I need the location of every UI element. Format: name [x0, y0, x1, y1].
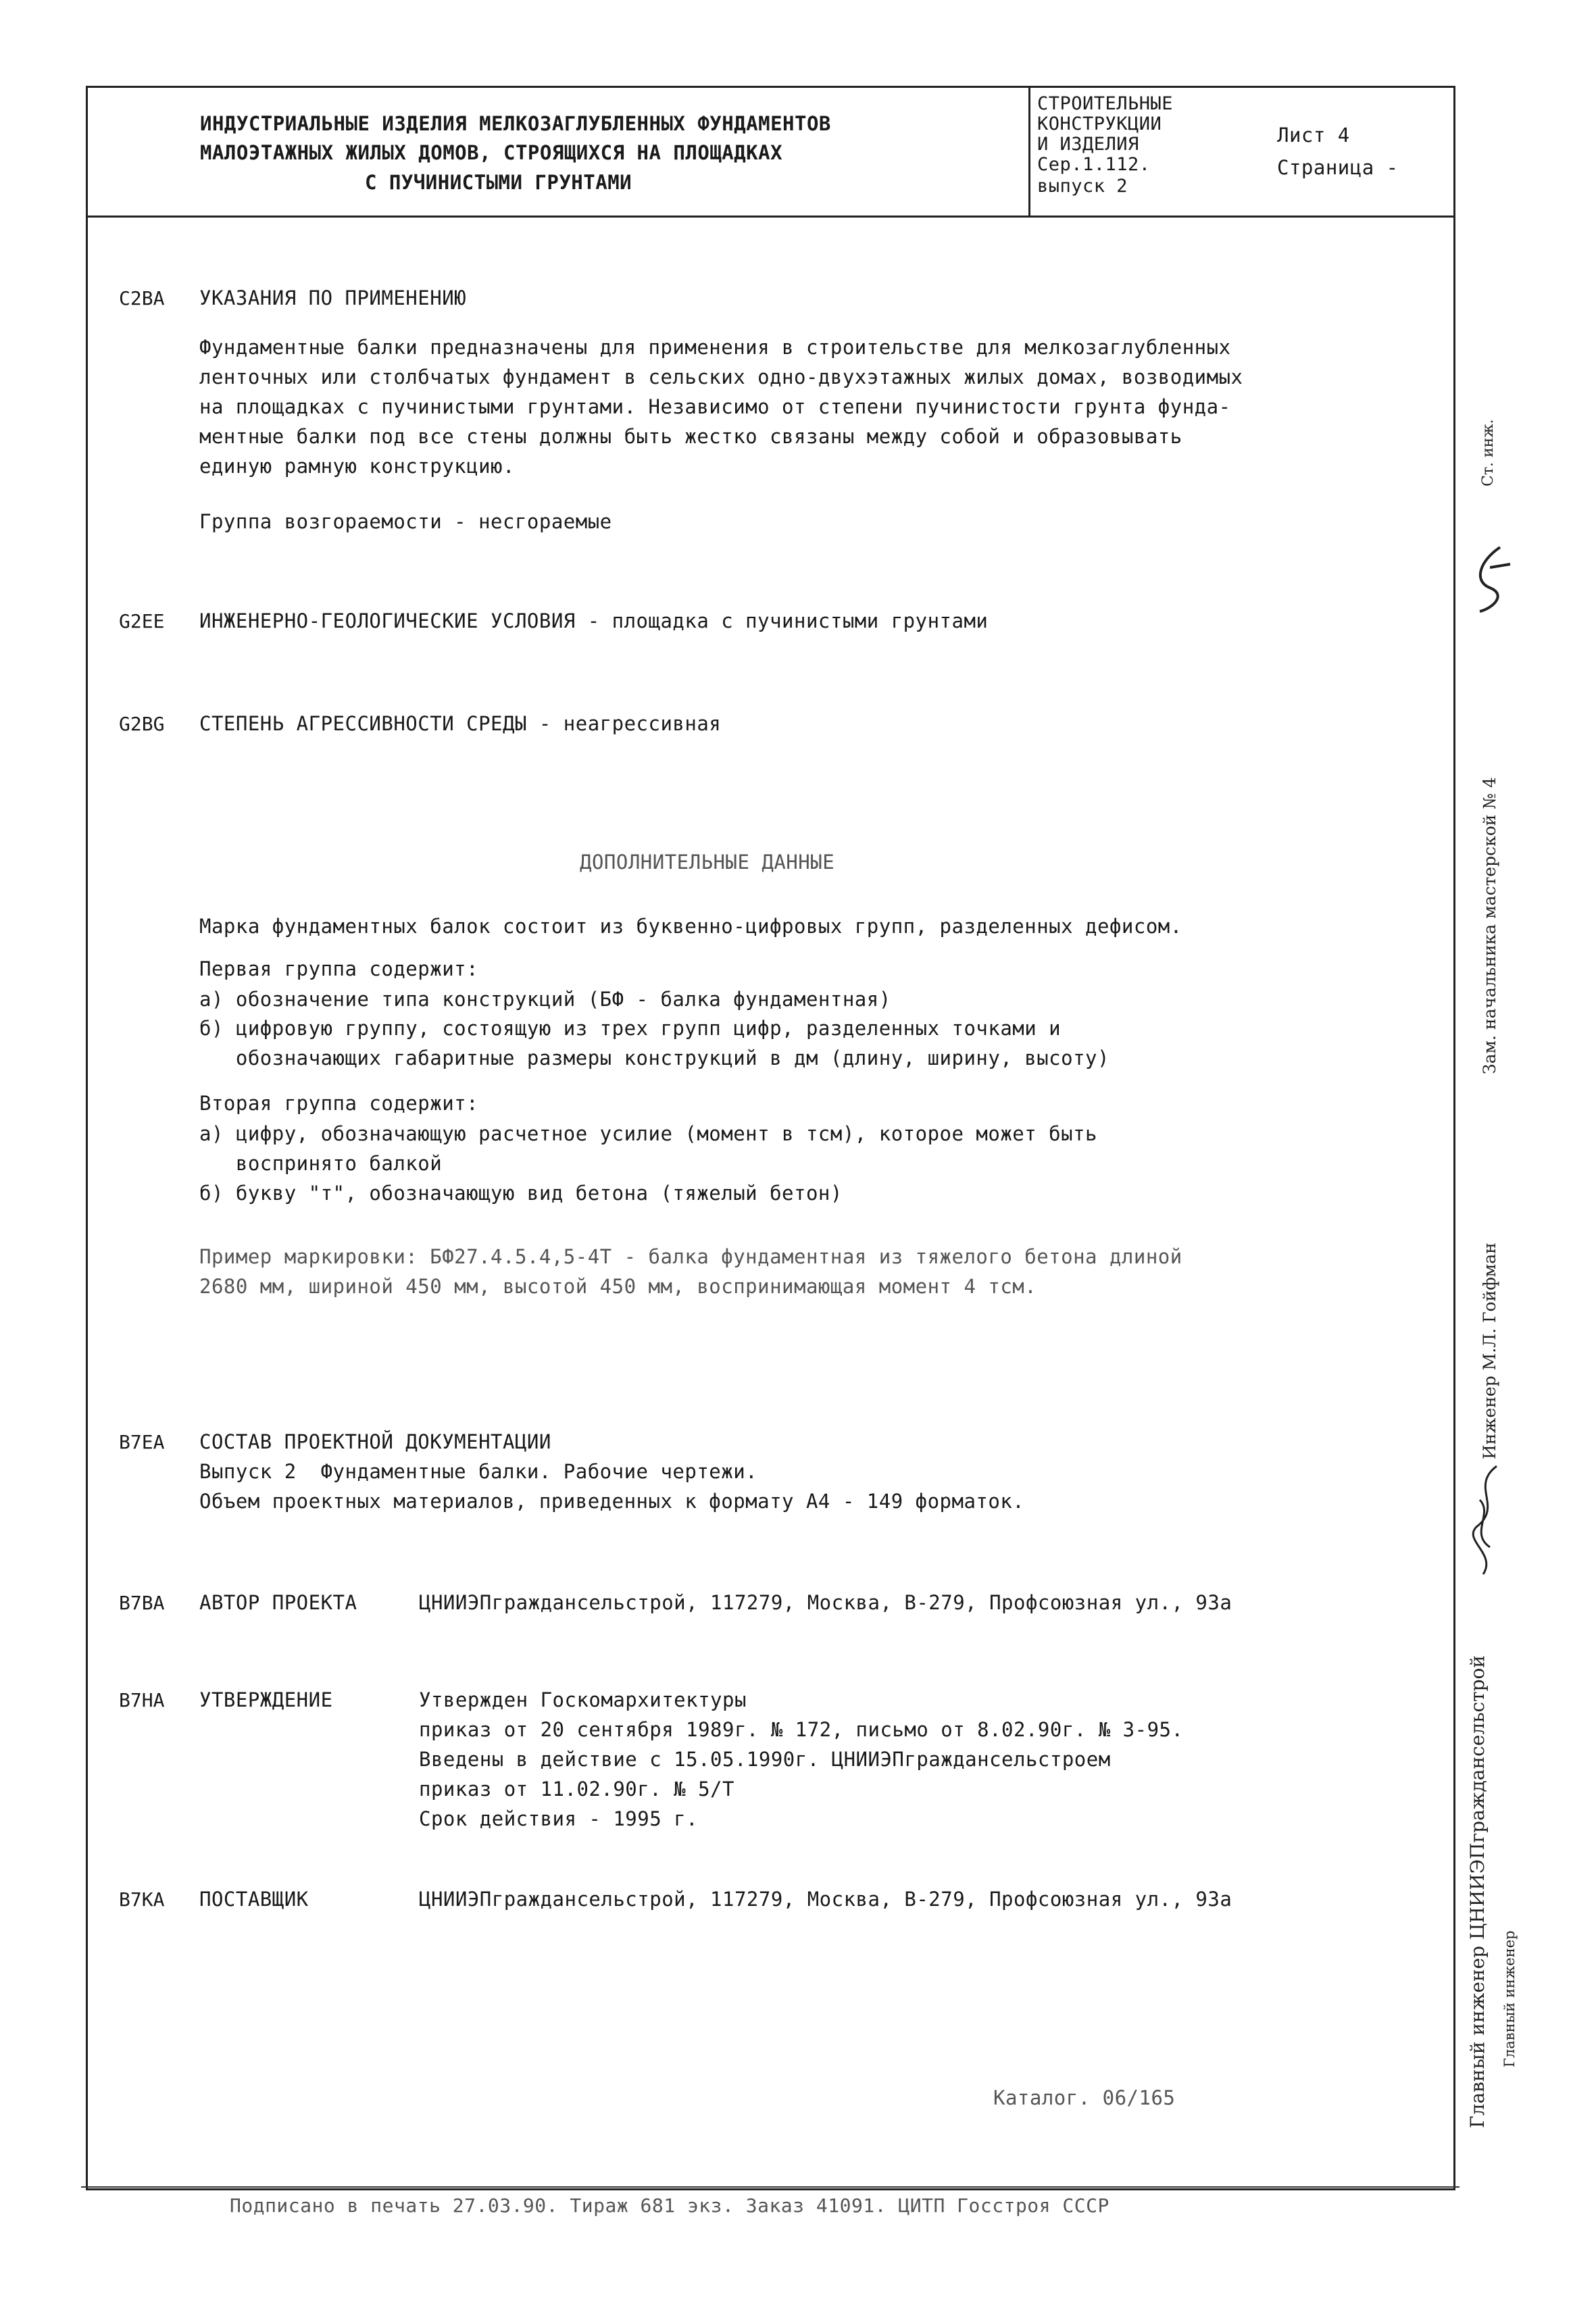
margin-stamp: Ст. инж.: [1480, 419, 1497, 486]
approval-line: приказ от 20 сентября 1989г. № 172, письмо от 8.02.90г. № 3-95.: [419, 1718, 1184, 1741]
paragraph-line: Выпуск 2 Фундаментные балки. Рабочие чертежи.: [199, 1460, 758, 1483]
margin-stamp: Зам. начальника мастерской № 4: [1480, 777, 1499, 1074]
paragraph-line: а) обозначение типа конструкций (БФ - балка фундаментная): [199, 988, 891, 1011]
header-title-line-2: МАЛОЭТАЖНЫХ ЖИЛЫХ ДОМОВ, СТРОЯЩИХСЯ НА ПЛОЩАДКАХ: [200, 141, 783, 164]
section-text: СТЕПЕНЬ АГРЕССИВНОСТИ СРЕДЫ - неагрессивная: [199, 712, 722, 735]
example-line: Пример маркировки: БФ27.4.5.4,5-4Т - балка фундаментная из тяжелого бетона длиной: [199, 1245, 1182, 1268]
paragraph-line: ментные балки под все стены должны быть жестко связаны между собой и образовывать: [199, 425, 1182, 448]
paragraph-line: Объем проектных материалов, приведенных к формату А4 - 149 форматок.: [199, 1490, 1025, 1513]
section-title: ДОПОЛНИТЕЛЬНЫЕ ДАННЫЕ: [580, 851, 835, 874]
paragraph-line: на площадках с пучинистыми грунтами. Независимо от степени пучинистости грунта фунда-: [199, 395, 1231, 418]
section-title: УКАЗАНИЯ ПО ПРИМЕНЕНИЮ: [199, 286, 467, 309]
section-text: ЦНИИЭПграждансельстрой, 117279, Москва, В-279, Профсоюзная ул., 93а: [419, 1591, 1232, 1614]
header-divider: [86, 216, 1455, 218]
paragraph-line: б) букву "т", обозначающую вид бетона (тяжелый бетон): [199, 1182, 843, 1205]
sheet-number: Лист 4: [1277, 124, 1350, 147]
paragraph-line: Марка фундаментных балок состоит из буквенно-цифровых групп, разделенных дефисом.: [199, 915, 1182, 938]
section-label: АВТОР ПРОЕКТА: [199, 1591, 357, 1614]
section-label: ПОСТАВЩИК: [199, 1888, 309, 1911]
paragraph-line: а) цифру, обозначающую расчетное усилие (момент в тсм), которое может быть: [199, 1122, 1098, 1145]
margin-stamp: Инженер М.Л. Гойфман: [1480, 1242, 1499, 1459]
section-code: C2BA: [119, 287, 165, 309]
section-code: B7HA: [119, 1689, 165, 1711]
bottom-rule: [81, 2186, 1460, 2188]
header-title-line-1: ИНДУСТРИАЛЬНЫЕ ИЗДЕЛИЯ МЕЛКОЗАГЛУБЛЕННЫХ ФУНДАМЕНТОВ: [200, 112, 831, 135]
section-code: B7BA: [119, 1592, 165, 1614]
imprint: Подписано в печать 27.03.90. Тираж 681 экз. Заказ 41091. ЦИТП Госстроя СССР: [230, 2194, 1109, 2217]
header-category-line-3: И ИЗДЕЛИЯ: [1037, 134, 1139, 155]
section-text: ИНЖЕНЕРНО-ГЕОЛОГИЧЕСКИЕ УСЛОВИЯ - площадка с пучинистыми грунтами: [199, 609, 989, 632]
header-column-divider: [1028, 86, 1030, 216]
paragraph-line: Вторая группа содержит:: [199, 1092, 479, 1115]
paragraph-line: ленточных или столбчатых фундамент в сельских одно-двухэтажных жилых домах, возводимых: [199, 366, 1243, 388]
approval-line: Утвержден Госкомархитектуры: [419, 1688, 747, 1711]
paragraph-line: обозначающих габаритные размеры конструкций в дм (длину, ширину, высоту): [199, 1047, 1109, 1070]
margin-stamp: Главный инженер ЦНИИЭПграждансельстрой: [1466, 1655, 1489, 2128]
section-label: УТВЕРЖДЕНИЕ: [199, 1688, 333, 1711]
page-count: Страница -: [1277, 156, 1399, 179]
header-category-line-2: КОНСТРУКЦИИ: [1037, 114, 1162, 134]
example-line: 2680 мм, шириной 450 мм, высотой 450 мм, воспринимающая момент 4 тсм.: [199, 1275, 1037, 1298]
header-series: Сер.1.112.: [1037, 154, 1151, 175]
catalog-number: Каталог. 06/165: [993, 2086, 1176, 2109]
section-code: B7EA: [119, 1431, 165, 1453]
paragraph-line: единую рамную конструкцию.: [199, 455, 515, 478]
section-code: B7KA: [119, 1888, 165, 1911]
section-code: G2BG: [119, 713, 165, 735]
section-title: СОСТАВ ПРОЕКТНОЙ ДОКУМЕНТАЦИИ: [199, 1430, 551, 1453]
signature-1: [1453, 534, 1527, 622]
header-title-line-3: С ПУЧИНИСТЫМИ ГРУНТАМИ: [365, 171, 632, 194]
header-category-line-1: СТРОИТЕЛЬНЫЕ: [1037, 93, 1174, 114]
section-text: ЦНИИЭПграждансельстрой, 117279, Москва, В-279, Профсоюзная ул., 93а: [419, 1888, 1232, 1911]
fire-group: Группа возгораемости - несгораемые: [199, 510, 612, 533]
approval-line: приказ от 11.02.90г. № 5/Т: [419, 1778, 734, 1801]
approval-line: Срок действия - 1995 г.: [419, 1807, 699, 1830]
paragraph-line: б) цифровую группу, состоящую из трех групп цифр, разделенных точками и: [199, 1017, 1062, 1040]
section-code: G2EE: [119, 610, 165, 632]
paragraph-line: Фундаментные балки предназначены для применения в строительстве для мелкозаглубленных: [199, 336, 1231, 359]
paragraph-line: воспринято балкой: [199, 1152, 443, 1175]
header-issue: выпуск 2: [1037, 176, 1128, 197]
paragraph-line: Первая группа содержит:: [199, 957, 479, 980]
margin-stamp: Главный инженер: [1501, 1930, 1518, 2067]
approval-line: Введены в действие с 15.05.1990г. ЦНИИЭПграждансельстроем: [419, 1748, 1111, 1771]
signature-2: [1456, 1459, 1517, 1594]
